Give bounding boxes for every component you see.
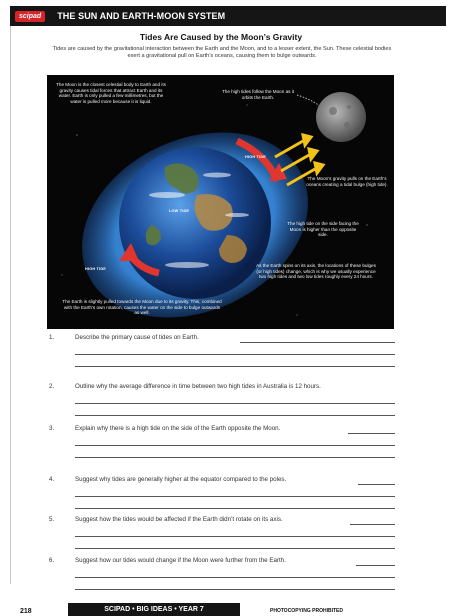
question-text: Explain why there is a high tide on the side of the Earth opposite the Moon.	[75, 425, 281, 432]
answer-line[interactable]	[240, 342, 395, 343]
answer-line[interactable]	[75, 457, 395, 458]
question-number: 3.	[49, 425, 55, 432]
earth	[119, 147, 271, 299]
question-text: Suggest how our tides would change if the Moon were further from the Earth.	[75, 557, 286, 564]
answer-line[interactable]	[75, 496, 395, 497]
tides-diagram	[47, 75, 394, 329]
answer-line[interactable]	[75, 445, 395, 446]
caption-bulge: The Moon’s gravity pulls on the Earth’s oceans creating a tidal bulge (high tide).	[306, 176, 388, 187]
page-number: 218	[20, 608, 32, 615]
question-number: 5.	[49, 516, 55, 523]
moon	[316, 92, 366, 142]
section-intro: Tides are caused by the gravitational interaction between the Earth and the Moon, and to a lesser extent, the Sun. These celestial bodies exert a gravitational pull on Earth’s oceans, causing them to bulge outwards.	[52, 46, 392, 59]
caption-earth-pulled: The Earth is slightly pulled towards the Moon due to its gravity. This, combined with the Earth’s own rotation, causes the water on the side to bulge outwards as well.	[62, 299, 222, 316]
chapter-title: THE SUN AND EARTH-MOON SYSTEM	[57, 11, 226, 21]
caption-moon-pull: The Moon is the closest celestial body to Earth and its gravity causes tidal forces that attract Earth and its water. Earth is only pulled a few millimetres, but the water is pulled more because it is liquid.	[56, 82, 166, 104]
question-number: 4.	[49, 476, 55, 483]
label-low-tide: LOW TIDE	[169, 209, 190, 213]
answer-line[interactable]	[75, 548, 395, 549]
question-text: Suggest how the tides would be affected if the Earth didn’t rotate on its axis.	[75, 516, 283, 523]
answer-line[interactable]	[348, 433, 395, 434]
caption-rotation: As the Earth spins on its axis, the locations of these bulges (or high tides) change, which is why we usually experience two high tides and two low tides roughly every 24 hours.	[256, 263, 376, 280]
question-number: 6.	[49, 557, 55, 564]
answer-line[interactable]	[75, 403, 395, 404]
page-footer	[0, 600, 450, 616]
answer-line[interactable]	[350, 524, 395, 525]
answer-line[interactable]	[75, 366, 395, 367]
answer-line[interactable]	[75, 536, 395, 537]
answer-line[interactable]	[358, 484, 395, 485]
caption-opposite: The high tide on the side facing the Moon is higher than the opposite side.	[287, 221, 359, 238]
answer-line[interactable]	[75, 508, 395, 509]
chapter-header-bar	[10, 6, 446, 26]
caption-tides-follow: The high tides follow the Moon as it orbits the Earth.	[221, 89, 294, 100]
label-high-tide-right: HIGH TIDE	[245, 155, 266, 159]
question-text: Outline why the average difference in time between two high tides in Australia is 12 hours.	[75, 383, 321, 390]
question-number: 2.	[49, 383, 55, 390]
label-high-tide-left: HIGH TIDE	[85, 267, 106, 271]
question-text: Describe the primary cause of tides on Earth.	[75, 334, 199, 341]
answer-line[interactable]	[75, 415, 395, 416]
answer-line[interactable]	[356, 565, 395, 566]
answer-line[interactable]	[75, 589, 395, 590]
photocopy-notice: PHOTOCOPYING PROHIBITED	[270, 608, 343, 614]
section-title: Tides Are Caused by the Moon’s Gravity	[139, 32, 303, 42]
answer-line[interactable]	[75, 354, 395, 355]
question-number: 1.	[49, 334, 55, 341]
page-frame-line	[10, 26, 11, 584]
tides-illustration	[47, 75, 394, 329]
series-banner: SCIPAD • BIG IDEAS • YEAR 7	[68, 603, 240, 616]
scipad-logo: scipad	[15, 11, 45, 22]
answer-line[interactable]	[75, 577, 395, 578]
question-text: Suggest why tides are generally higher at the equator compared to the poles.	[75, 476, 287, 483]
